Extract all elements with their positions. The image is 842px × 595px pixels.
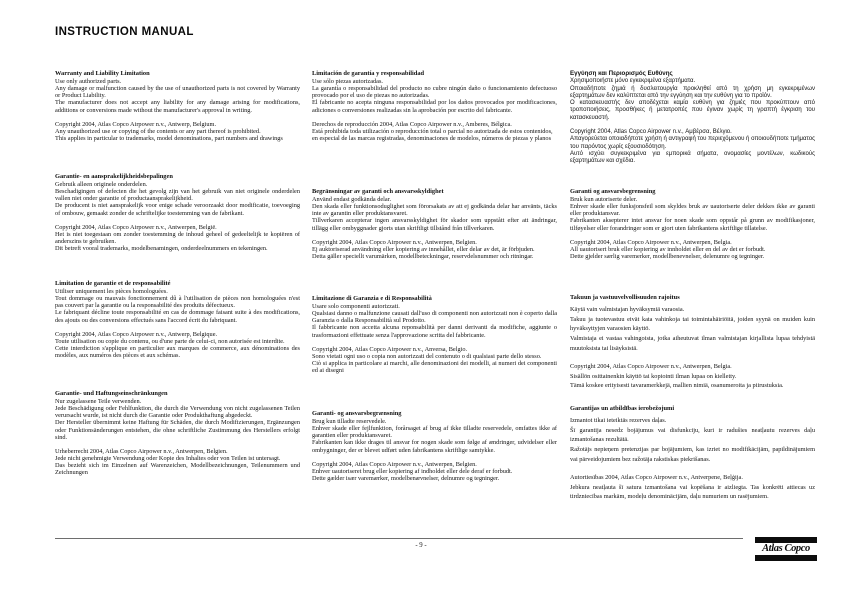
section-copyright — [312, 121, 557, 142]
section-heading: Warranty and Liability Limitation — [55, 70, 150, 77]
paragraph: Copyright 2004, Atlas Copco Airpower n.v., Antwerpen, België. — [55, 223, 217, 231]
paragraph: Šī garantija nesedz bojājumus vai disfunkciju, kuri ir radušies neatļautu rezerves daļu izmantošanas rezultātā. — [570, 426, 815, 444]
paragraph: De producent is niet aansprakelijk voor enige schade veroorzaakt door modificatie, toevoeging of ombouw, gemaakt zonder de schriftelijke toestemming van de fabrikant. — [55, 202, 300, 217]
paragraph: Copyright 2004, Atlas Copco Airpower n.v., Antwerpen, Belgien. — [312, 460, 477, 468]
logo-wordmark: Atlas Copco — [762, 543, 810, 554]
section-copyright — [312, 461, 557, 482]
paragraph: Enhver skade eller funksjonsfeil som skyldes bruk av uautoriserte deler dekkes ikke av garanti eller produktansvar. — [570, 203, 815, 218]
section-heading: Limitazione di Garanzia e di Responsabilità — [312, 295, 432, 302]
section-heading: Garantie- en aansprakelijkheidsbepalingen — [55, 173, 173, 180]
paragraph: Nur zugelassene Teile verwenden. — [55, 398, 142, 406]
paragraph: Copyright 2004, Atlas Copco Airpower n.v., Antwerp, Belgique. — [55, 330, 218, 338]
paragraph: Il fabbricante non accetta alcuna reponsabilità per danni derivanti da modifiche, aggiunte o trasformazioni effettuate senza l'approvazione scritta del fabbricante. — [312, 324, 557, 339]
section-body — [312, 303, 557, 338]
section-heading: Limitación de garantía y responsabilidad — [312, 70, 425, 77]
paragraph: Απαγορεύεται οποιαδήποτε χρήση ή αντιγραφή του περιεχόμενου ή οποιουδήποτε τμήματος του παρόντος χωρίς εξουσιοδότηση. — [570, 136, 815, 150]
paragraph: Cette interdiction s'applique en particulier aux marques de commerce, aux dénominations des modèles, aux numéros des pièces et aux schémas. — [55, 344, 300, 359]
section-copyright — [55, 331, 300, 359]
section-body — [570, 196, 815, 231]
paragraph: Enhver uautoriseret brug eller kopiering af indholdet eller dele deraf er forbudt. — [312, 467, 513, 475]
paragraph: Tout dommage ou mauvais fonctionnement dû à l'utilisation de pièces non homologuées n'est pas couvert par la garantie ou la responsabilité des produits défectueux. — [55, 295, 300, 310]
paragraph: Copyright 2004, Atlas Copco Airpower n.v., Antwerpen, Belgien. — [312, 238, 477, 246]
page-title: INSTRUCTION MANUAL — [55, 26, 194, 38]
paragraph: Enhver skade eller fejlfunktion, forårsaget af brug af ikke tilladte reservedele, omfattes ikke af garantien eller produktansvaret. — [312, 425, 557, 440]
section-copyright — [312, 239, 557, 260]
paragraph: All uautorisert bruk eller kopiering av innholdet eller en del av det er forbudt. — [570, 245, 766, 253]
paragraph: Αυτό ισχύει συγκεκριμένα για εμπορικά σήματα, ονομασίες μοντέλων, κωδικούς εξαρτημάτων και σχέδια. — [570, 150, 815, 165]
footer-divider — [55, 538, 743, 539]
paragraph: Usare solo componenti autorizzati. — [312, 303, 400, 311]
paragraph: Οποιαδήποτε ζημιά ή δυσλειτουργία προκληθεί από τη χρήση μη εγκεκριμένων εξαρτημάτων δεν καλύπτεται από την εγγύηση και την ευθύνη για το προϊόν. — [570, 85, 815, 99]
paragraph: Dit betreft vooral trademarks, modelbenamingen, onderdeelnummers en tekeningen. — [55, 244, 268, 252]
paragraph: Das bezieht sich im Einzelnen auf Warenzeichen, Modellbezeichnungen, Teilenummern und Zeichnungen — [55, 461, 300, 477]
paragraph: Dette gælder især varemærker, modelbenævnelser, delnumre og tegninger. — [312, 474, 500, 482]
section-english — [55, 70, 300, 142]
section-body — [55, 78, 300, 113]
section-copyright — [570, 239, 815, 260]
section-heading: Begränsningar av garanti och ansvarsskyldighet — [312, 188, 444, 195]
section-latvian — [570, 405, 815, 502]
section-french — [55, 280, 300, 359]
paragraph: Está prohibida toda utilización o reproducción total o parcial no autorizada de estos contenidos, — [312, 127, 553, 135]
paragraph: Detta gäller speciellt varumärken, modellbeteckningar, reservdelsnummer och ritningar. — [312, 252, 534, 260]
section-greek — [570, 70, 815, 165]
section-copyright — [570, 362, 815, 391]
section-heading: Takuun ja vastuuvelvollisuuden rajoitus — [570, 294, 680, 301]
section-spanish — [312, 70, 557, 142]
section-danish — [312, 410, 557, 482]
paragraph: Copyright 2004, Atlas Copco Airpower n.v., Anversa, Belgio. — [312, 345, 468, 353]
section-copyright — [55, 121, 300, 142]
paragraph: Dette gjelder særlig varemerker, modellbenevnelser, delenumre og tegninger. — [570, 252, 765, 260]
paragraph: This applies in particular to trademarks, model denominations, part numbers and drawings — [55, 134, 283, 142]
paragraph: Copyright 2004, Atlas Copco Airpower n.v., Αμβέρσα, Βέλγιο. — [570, 128, 732, 135]
section-swedish — [312, 188, 557, 260]
section-german — [55, 390, 300, 476]
paragraph: Jebkura neatļauta šī satura izmantošana vai kopēšana ir aizliegta. Tas konkrēti attiecas uz tirdzniecības markām, modeļu denominācijām, daļu numuriem un rasējumiem. — [570, 483, 815, 501]
paragraph: La garantía o responsabilidad del producto no cubre ningún daño o funcionamiento defectuoso provocado por el uso de piezas no autorizadas. — [312, 85, 557, 100]
page-number: - 9 - — [415, 542, 427, 549]
section-dutch — [55, 173, 300, 252]
section-copyright — [55, 448, 300, 476]
paragraph: The manufacturer does not accept any liability for any damage arising for modifications, additions or conversions made without the manufacturer's approval in writing. — [55, 99, 300, 114]
paragraph: Ej auktoriserad användning eller kopiering av innehållet, eller delar av det, är förbjuden. — [312, 245, 535, 253]
paragraph: Brug kun tilladte reservedele. — [312, 418, 387, 426]
paragraph: Ciò si applica in particolare ai marchi, alle denominazioni dei modelli, ai numeri dei componenti ed ai disegni — [312, 359, 557, 374]
paragraph: Gebruik alleen originele onderdelen. — [55, 181, 148, 189]
paragraph: Tämä koskee erityisesti tavaramerkkejä, mallien nimiä, osanumeroita ja piirustuksia. — [570, 382, 784, 390]
paragraph: Het is niet toegestaan om zonder toestemming de inhoud geheel of gedeeltelijk te kopiëren of anderszins te gebruiken. — [55, 230, 300, 245]
paragraph: Use only authorized parts. — [55, 78, 122, 86]
logo-bar-bottom — [755, 555, 817, 561]
section-heading: Εγγύηση και Περιορισμός Ευθύνης — [570, 70, 673, 77]
paragraph: Utiliser uniquement les pièces homologuées. — [55, 288, 168, 296]
paragraph: Jede Beschädigung oder Fehlfunktion, die durch die Verwendung von nicht zugelassenen Teilen verursacht wurde, ist nicht durch die Garantie oder Produkthaftung abgedeckt. — [55, 405, 300, 420]
paragraph: Sono vietati ogni uso o copia non autorizzati del contenuto o di qualsiasi parte dello stesso. — [312, 352, 542, 360]
paragraph: Copyright 2004, Atlas Copco Airpower n.v., Antwerpen, Belgia. — [570, 363, 732, 371]
paragraph: Any damage or malfunction caused by the use of unauthorized parts is not covered by Warranty or Product Liability. — [55, 85, 300, 100]
section-body — [312, 418, 557, 453]
paragraph: Autortiesības 2004, Atlas Copco Airpower n.v., Antverpene, Beļģija. — [570, 474, 743, 482]
section-body — [55, 181, 300, 216]
section-copyright — [55, 224, 300, 252]
section-copyright — [570, 473, 815, 502]
section-heading: Garantie- und Haftungseinschränkungen — [55, 390, 168, 397]
paragraph: Der Hersteller übernimmt keine Haftung für Schäden, die durch Modifizierungen, Ergänzungen oder Funktionsänderungen entstehen, die ohne schriftliche Zustimmung des Herstellers erfolgt sind. — [55, 419, 300, 441]
paragraph: en especial de las marcas registradas, denominaciones de modelos, números de piezas y planos — [312, 134, 552, 142]
section-body — [312, 78, 557, 113]
paragraph: Toute utilisation ou copie du contenu, ou d'une parte de celui-ci, non autorisée est interdite. — [55, 337, 285, 345]
section-body — [570, 305, 815, 353]
paragraph: Le fabriquant décline toute responsabilité en cas de dommage faisant suite à des modifications, des ajouts ou des conversions effectués sans l'accord écrit du fabriquant. — [55, 309, 300, 324]
section-heading: Garanti- og ansvarsbegrænsning — [312, 410, 402, 417]
paragraph: Urheberrecht 2004, Atlas Copco Airpower n.v., Antwerpen, Belgien. — [55, 447, 228, 455]
section-body — [55, 398, 300, 441]
paragraph: Den skada eller funktionsoduglighet som förorsakats av att ej godkända delar har använts, täcks inte av garantin eller produktansvaret. — [312, 203, 557, 218]
section-body — [570, 78, 815, 122]
paragraph: Ražotājs nepieņem pretenzijas par bojājumiem, kas izriet no modifikācijām, papildinājumiem vai pārveidojumiem bez ražotāja rakstiskas piekrišanas. — [570, 445, 815, 463]
section-italian — [312, 295, 557, 374]
atlas-copco-logo — [755, 537, 817, 561]
paragraph: Valmistaja ei vastaa vahingoista, jotka aiheutuvat ilman valmistajan kirjallista lupaa tehdyistä muutoksista tai lisäyksistä. — [570, 334, 815, 352]
section-copyright — [570, 129, 815, 165]
paragraph: Använd endast godkända delar. — [312, 196, 392, 204]
section-finnish — [570, 294, 815, 391]
section-heading: Garanti og ansvarsbegrensning — [570, 188, 656, 195]
section-heading: Limitation de garantie et de responsabilité — [55, 280, 171, 287]
paragraph: Izmantot tikai ieteiktās rezerves daļas. — [570, 417, 667, 425]
paragraph: Käytä vain valmistajan hyväksymiä varaosia. — [570, 306, 685, 314]
section-norwegian — [570, 188, 815, 260]
paragraph: Jede nicht genehmigte Verwendung oder Kopie des Inhaltes oder von Teilen ist untersagt. — [55, 454, 281, 462]
paragraph: Derechos de reproducción 2004, Atlas Copco Airpower n.v., Amberes, Bélgica. — [312, 120, 512, 128]
section-body — [55, 288, 300, 323]
paragraph: Any unauthorized use or copying of the contents or any part thereof is prohibited. — [55, 127, 261, 135]
paragraph: Tillverkaren accepterar ingen ansvarsskyldighet för skador som uppstått efter att ändringar, tillägg eller ombyggnader gjorts utan skriftligt tillstånd från tillverkaren. — [312, 217, 557, 232]
paragraph: Beschadigingen of defecten die het gevolg zijn van het gebruik van niet originele onderdelen vallen niet onder garantie of productaansprakelijkheid. — [55, 188, 300, 203]
section-body — [312, 196, 557, 231]
paragraph: Χρησιμοποιήστε μόνο εγκεκριμένα εξαρτήματα. — [570, 78, 696, 85]
paragraph: Copyright 2004, Atlas Copco Airpower n.v., Antwerp, Belgium. — [55, 120, 217, 128]
section-copyright — [312, 346, 557, 374]
paragraph: Fabrikanten kan ikke drages til ansvar for nogen skade som følge af ændringer, udvidelser eller ombygninger, der er blevet udført uden fabrikantens skriftlige samtykke. — [312, 439, 557, 454]
paragraph: Bruk kun autoriserte deler. — [570, 196, 638, 204]
section-heading: Garantijas un atbildības ierobežojumi — [570, 405, 675, 412]
paragraph: Use sólo piezas autorizadas. — [312, 78, 383, 86]
paragraph: Qualsiasi danno o malfunzione causati dall'uso di componenti non autorizzati non è coperto dalla Garanzia o dalla Responsabilità sul Prodotto. — [312, 310, 557, 325]
paragraph: El fabricante no acepta ninguna responsabilidad por los daños provocados por modificaciones, adiciones o conversiones realizadas sin la aprobación por escrito del fabricante. — [312, 99, 557, 114]
paragraph: Takuu ja tuotevastuu eivät kata vahinkoja tai toimintahäiriöitä, joiden syynä on muiden kuin hyväksyttyjen varaosien käyttö. — [570, 315, 815, 333]
paragraph: Sisällön osittainenkin käyttö tai kopiointi ilman lupaa on kielletty. — [570, 372, 737, 380]
paragraph: Copyright 2004, Atlas Copco Airpower n.v., Antwerpen, Belgia. — [570, 238, 732, 246]
paragraph: Fabrikanten aksepterer intet ansvar for noen skade som oppstår på grunn av modifikasjoner, tilføyelser eller forandringer som er gjort uten fabrikantens skriftlige tillatelse. — [570, 217, 815, 232]
section-body — [570, 416, 815, 464]
paragraph: Ο κατασκευαστής δεν αποδέχεται καμία ευθύνη για ζημιές που προκύπτουν από τροποποιήσεις, προσθήκες ή μετατροπές που έγιναν χωρίς τη γραπτή έγκριση του κατασκευαστή. — [570, 100, 815, 121]
